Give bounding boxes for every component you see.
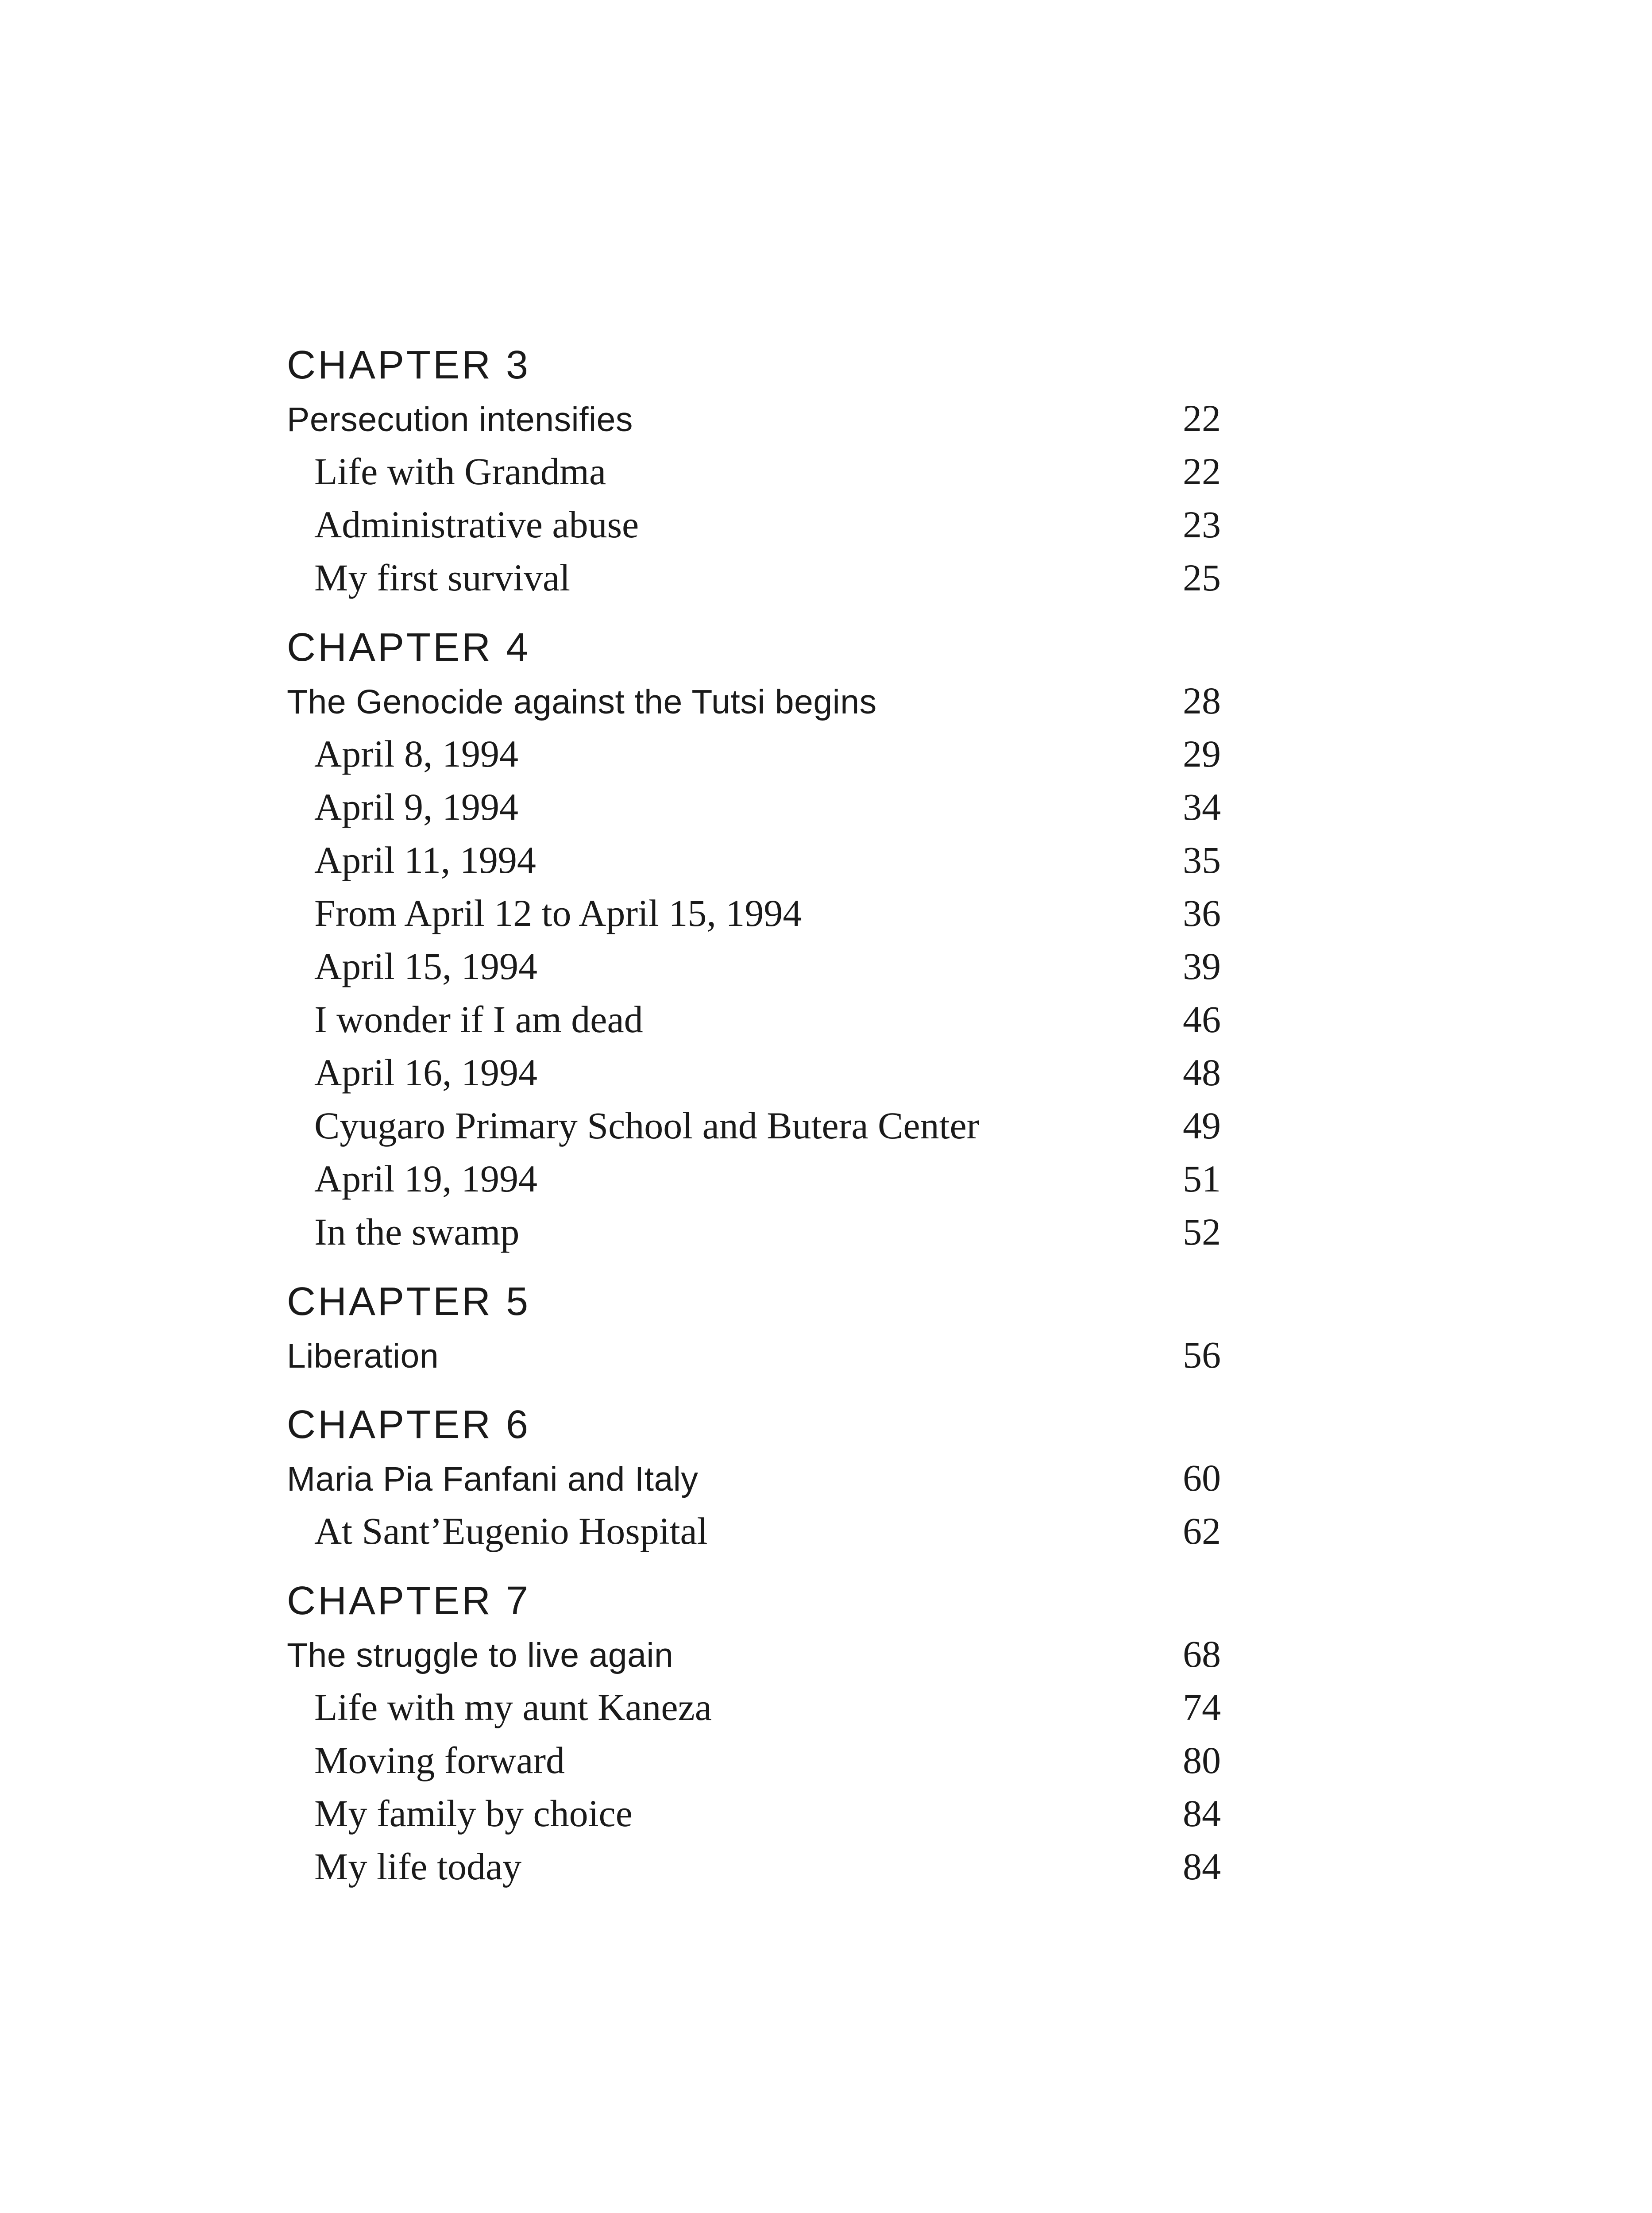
page-number: 62 bbox=[1183, 1510, 1221, 1552]
section-row[interactable] bbox=[287, 1734, 1221, 1787]
section-title: In the swamp bbox=[314, 1211, 520, 1253]
page-number: 48 bbox=[1183, 1051, 1221, 1094]
section-row[interactable] bbox=[287, 833, 1221, 887]
section-title: Moving forward bbox=[314, 1739, 565, 1781]
page-number: 35 bbox=[1183, 839, 1221, 881]
page-number: 60 bbox=[1183, 1457, 1221, 1499]
chapter-title-row[interactable] bbox=[287, 392, 1221, 445]
chapter-label: CHAPTER 4 bbox=[287, 625, 531, 670]
section-row[interactable] bbox=[287, 727, 1221, 780]
table-of-contents bbox=[287, 339, 1221, 1893]
section-row[interactable] bbox=[287, 940, 1221, 993]
chapter-7 bbox=[287, 1574, 1221, 1893]
section-title: Administrative abuse bbox=[314, 503, 639, 546]
section-title: My first survival bbox=[314, 556, 571, 599]
section-title: My family by choice bbox=[314, 1792, 633, 1835]
section-title: My life today bbox=[314, 1845, 522, 1888]
section-title: At Sant’Eugenio Hospital bbox=[314, 1510, 708, 1552]
chapter-label: CHAPTER 3 bbox=[287, 343, 531, 387]
section-title: Life with Grandma bbox=[314, 450, 606, 493]
page-number: 22 bbox=[1183, 397, 1221, 440]
chapter-title: The Genocide against the Tutsi begins bbox=[287, 683, 877, 721]
page-number: 74 bbox=[1183, 1686, 1221, 1728]
page-number: 36 bbox=[1183, 892, 1221, 934]
page-number: 80 bbox=[1183, 1739, 1221, 1781]
section-title: April 15, 1994 bbox=[314, 945, 538, 987]
section-row[interactable] bbox=[287, 445, 1221, 498]
section-row[interactable] bbox=[287, 993, 1221, 1046]
chapter-title-row[interactable] bbox=[287, 1328, 1221, 1381]
chapter-title-row[interactable] bbox=[287, 1451, 1221, 1504]
chapter-title: Liberation bbox=[287, 1337, 439, 1375]
page-number: 51 bbox=[1183, 1157, 1221, 1200]
page-number: 28 bbox=[1183, 679, 1221, 722]
section-row[interactable] bbox=[287, 1681, 1221, 1734]
section-row[interactable] bbox=[287, 1840, 1221, 1893]
section-row[interactable] bbox=[287, 551, 1221, 604]
section-title: April 11, 1994 bbox=[314, 839, 536, 881]
page-number: 52 bbox=[1183, 1211, 1221, 1253]
section-row[interactable] bbox=[287, 1099, 1221, 1152]
section-row[interactable] bbox=[287, 780, 1221, 833]
page-number: 39 bbox=[1183, 945, 1221, 987]
page-number: 49 bbox=[1183, 1104, 1221, 1147]
page-number: 22 bbox=[1183, 450, 1221, 493]
section-row[interactable] bbox=[287, 1205, 1221, 1258]
page-number: 29 bbox=[1183, 733, 1221, 775]
page-number: 68 bbox=[1183, 1633, 1221, 1675]
section-title: Cyugaro Primary School and Butera Center bbox=[314, 1104, 980, 1147]
chapter-5 bbox=[287, 1275, 1221, 1381]
page-number: 25 bbox=[1183, 556, 1221, 599]
page-number: 84 bbox=[1183, 1845, 1221, 1888]
section-title: From April 12 to April 15, 1994 bbox=[314, 892, 802, 934]
section-row[interactable] bbox=[287, 1787, 1221, 1840]
chapter-4 bbox=[287, 621, 1221, 1258]
section-title: Life with my aunt Kaneza bbox=[314, 1686, 712, 1728]
section-row[interactable] bbox=[287, 1504, 1221, 1558]
chapter-title: Maria Pia Fanfani and Italy bbox=[287, 1460, 699, 1498]
section-row[interactable] bbox=[287, 498, 1221, 551]
chapter-3 bbox=[287, 339, 1221, 604]
chapter-title: Persecution intensifies bbox=[287, 401, 633, 439]
chapter-title-row[interactable] bbox=[287, 674, 1221, 727]
section-title: April 16, 1994 bbox=[314, 1051, 538, 1094]
section-title: I wonder if I am dead bbox=[314, 998, 643, 1041]
page-number: 34 bbox=[1183, 786, 1221, 828]
section-title: April 9, 1994 bbox=[314, 786, 519, 828]
section-title: April 8, 1994 bbox=[314, 733, 519, 775]
chapter-label: CHAPTER 7 bbox=[287, 1579, 531, 1623]
chapter-label: CHAPTER 6 bbox=[287, 1403, 531, 1447]
section-title: April 19, 1994 bbox=[314, 1157, 538, 1200]
chapter-label: CHAPTER 5 bbox=[287, 1280, 531, 1324]
page-number: 46 bbox=[1183, 998, 1221, 1041]
page-number: 23 bbox=[1183, 503, 1221, 546]
section-row[interactable] bbox=[287, 1152, 1221, 1205]
page-number: 84 bbox=[1183, 1792, 1221, 1835]
page-number: 56 bbox=[1183, 1334, 1221, 1376]
section-row[interactable] bbox=[287, 1046, 1221, 1099]
chapter-title-row[interactable] bbox=[287, 1627, 1221, 1681]
chapter-title: The struggle to live again bbox=[287, 1636, 674, 1674]
chapter-6 bbox=[287, 1398, 1221, 1558]
section-row[interactable] bbox=[287, 887, 1221, 940]
